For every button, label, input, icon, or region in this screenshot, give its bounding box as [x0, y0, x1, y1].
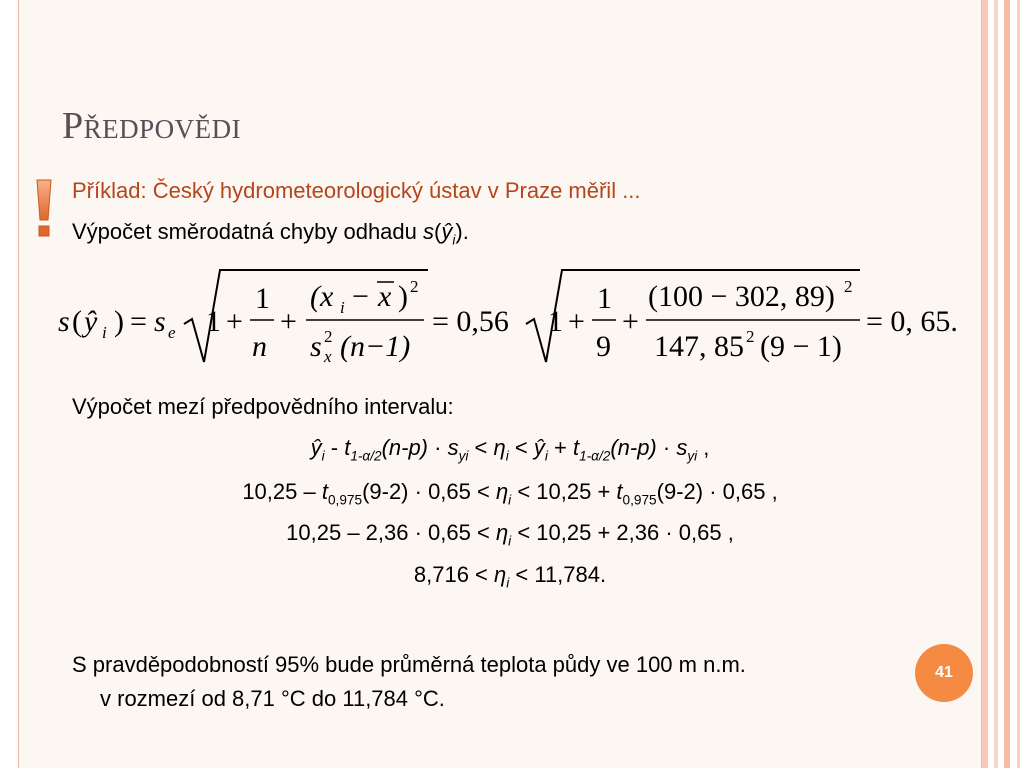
svg-text:(x: (x [310, 280, 334, 313]
interval-result: $8,716 < \eta_i < 11,784$. [413, 562, 607, 591]
exclamation-icon [30, 178, 58, 240]
svg-text:2: 2 [410, 277, 419, 296]
standard-error-line: Výpočet směrodatná chyby odhadu $s(ŷ_i)$. [72, 219, 469, 248]
svg-text:+: + [622, 305, 639, 338]
svg-text:(100 − 302, 89): (100 − 302, 89) [648, 280, 835, 313]
svg-text:−: − [352, 280, 369, 313]
svg-text:+: + [280, 305, 297, 338]
svg-text:(n−1): (n−1) [340, 330, 411, 363]
svg-text:1: 1 [206, 305, 221, 338]
svg-text:x: x [378, 280, 392, 313]
svg-text:= 0,56: = 0,56 [432, 305, 509, 338]
interval-header: Výpočet mezí předpovědního intervalu: [72, 394, 454, 419]
conclusion-line-1: S pravděpodobností 95% bude průměrná teplota půdy ve 100 m n.m. [72, 652, 746, 677]
svg-text:= 0, 65.: = 0, 65. [866, 305, 958, 338]
interval-formula-substituted: $10,25 - t_{0,975}(9-2) \cdot 0,65 < \eta_i < 10,25 + t_{0,975}(9-2) \cdot 0,65$ , [242, 479, 778, 508]
svg-text:2: 2 [324, 327, 333, 346]
svg-text:): ) [398, 280, 408, 313]
decorative-stripes [980, 0, 1024, 768]
interval-formula-numeric: $10,25 - 2,36 \cdot 0,65 < \eta_i < 10,25 + 2,36 \cdot 0,65$ , [286, 520, 734, 549]
example-line: Příklad: Český hydrometeorologický ústav v Praze měřil ... [72, 178, 641, 203]
svg-text:): ) [114, 305, 124, 338]
interval-formula-general: $ŷ_i - t_{1-\alpha/2}(n-p) \cdot s_{yi} < \eta_i$ < $ŷ_i + t_{1-\alpha/2}(n-p) \cdot s_{yi}$ , [310, 435, 710, 464]
page-number-badge: 41 [915, 644, 973, 702]
svg-text:1: 1 [548, 305, 563, 338]
formula-lhs-s: s [58, 305, 70, 338]
conclusion-line-2: v rozmezí od 8,71 °C do 11,784 °C. [100, 686, 445, 711]
svg-text:1: 1 [597, 282, 612, 315]
svg-text:(9 − 1): (9 − 1) [760, 330, 842, 363]
svg-text:s: s [154, 305, 166, 338]
svg-text:2: 2 [746, 327, 755, 346]
svg-text:2: 2 [844, 277, 853, 296]
standard-error-formula [48, 262, 978, 372]
svg-text:n: n [252, 330, 267, 363]
formula-lhs-yhat: ŷ [84, 305, 98, 338]
svg-text:i: i [102, 323, 107, 342]
svg-text:e: e [168, 323, 176, 342]
svg-text:1: 1 [255, 282, 270, 315]
svg-text:+: + [568, 305, 585, 338]
page-title: Předpovědi [62, 105, 242, 147]
svg-text:147, 85: 147, 85 [654, 330, 744, 363]
conclusion [72, 648, 746, 716]
svg-text:s: s [310, 330, 322, 363]
svg-text:x: x [324, 347, 332, 366]
svg-text:=: = [130, 305, 147, 338]
svg-text:9: 9 [596, 330, 611, 363]
svg-text:+: + [226, 305, 243, 338]
svg-text:i: i [340, 298, 345, 317]
svg-text:(: ( [72, 305, 82, 338]
